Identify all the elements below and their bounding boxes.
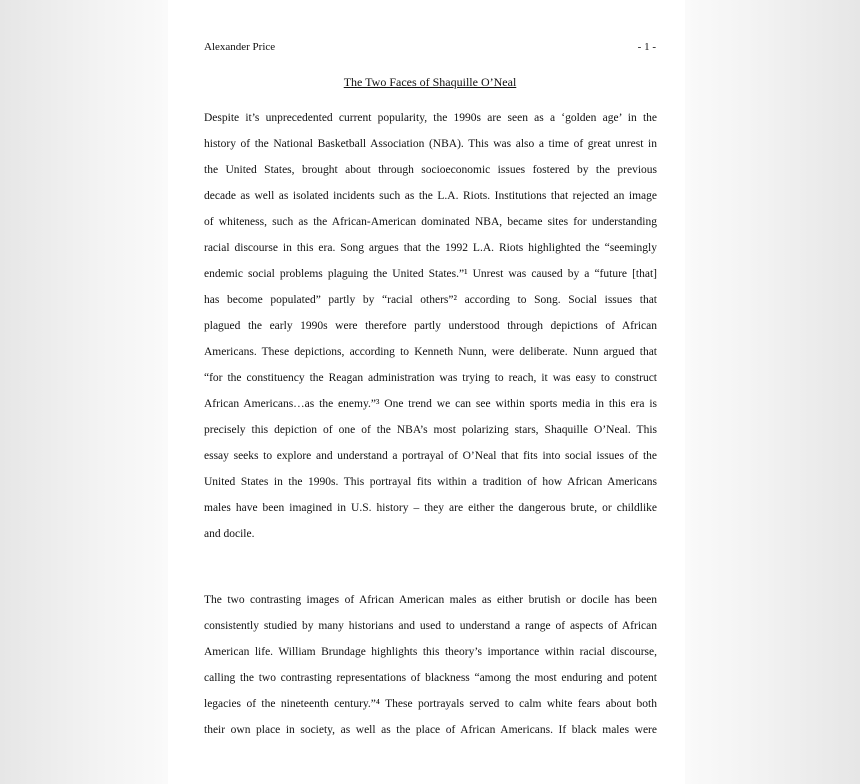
text-line: consistently studied by many historians and used to understand a range of aspects of African: [204, 620, 657, 632]
left-background: [0, 0, 168, 784]
text-line: plagued the early 1990s were therefore partly understood through depictions of African: [204, 320, 657, 332]
page-number: - 1 -: [637, 41, 656, 53]
text-line: Despite it’s unprecedented current popularity, the 1990s are seen as a ‘golden age’ in the: [204, 112, 657, 124]
text-line: African Americans…as the enemy.”³ One trend we can see within sports media in this era is: [204, 398, 657, 410]
text-line: of whiteness, such as the African-American dominated NBA, became sites for understanding: [204, 216, 657, 228]
text-line: history of the National Basketball Association (NBA). This was also a time of great unrest in: [204, 138, 657, 150]
text-line: The two contrasting images of African American males as either brutish or docile has been: [204, 594, 657, 606]
text-line: United States in the 1990s. This portrayal fits within a tradition of how African Americans: [204, 476, 657, 488]
text-line: males have been imagined in U.S. history – they are either the dangerous brute, or childlike: [204, 502, 657, 514]
text-line: “for the constituency the Reagan administration was trying to reach, it was easy to construct: [204, 372, 657, 384]
text-line: precisely this depiction of one of the NBA’s most polarizing stars, Shaquille O’Neal. This: [204, 424, 657, 436]
page-header: [204, 40, 656, 54]
document-title: The Two Faces of Shaquille O’Neal: [343, 75, 517, 89]
text-line: calling the two contrasting representations of blackness “among the most enduring and potent: [204, 672, 657, 684]
text-line: decade as well as isolated incidents such as the L.A. Riots. Institutions that rejected an image: [204, 190, 657, 202]
text-line: the United States, brought about through socioeconomic issues fostered by the previous: [204, 164, 657, 176]
author-name: Alexander Price: [204, 41, 276, 53]
text-line: legacies of the nineteenth century.”⁴ These portrayals served to calm white fears about both: [204, 698, 657, 710]
text-line: racial discourse in this era. Song argues that the 1992 L.A. Riots highlighted the “seemingly: [204, 242, 657, 254]
text-line: their own place in society, as well as the place of African Americans. If black males were: [204, 724, 657, 736]
right-background: [685, 0, 860, 784]
text-line: has become populated” partly by “racial others”² according to Song. Social issues that: [204, 294, 657, 306]
text-line: and docile.: [204, 528, 255, 540]
text-line: Americans. These depictions, according to Kenneth Nunn, were deliberate. Nunn argued that: [204, 346, 657, 358]
text-line: endemic social problems plaguing the United States.”¹ Unrest was caused by a “future [that]: [204, 268, 657, 280]
text-line: essay seeks to explore and understand a portrayal of O’Neal that fits into social issues of the: [204, 450, 657, 462]
text-line: American life. William Brundage highlights this theory’s importance within racial discourse,: [204, 646, 657, 658]
